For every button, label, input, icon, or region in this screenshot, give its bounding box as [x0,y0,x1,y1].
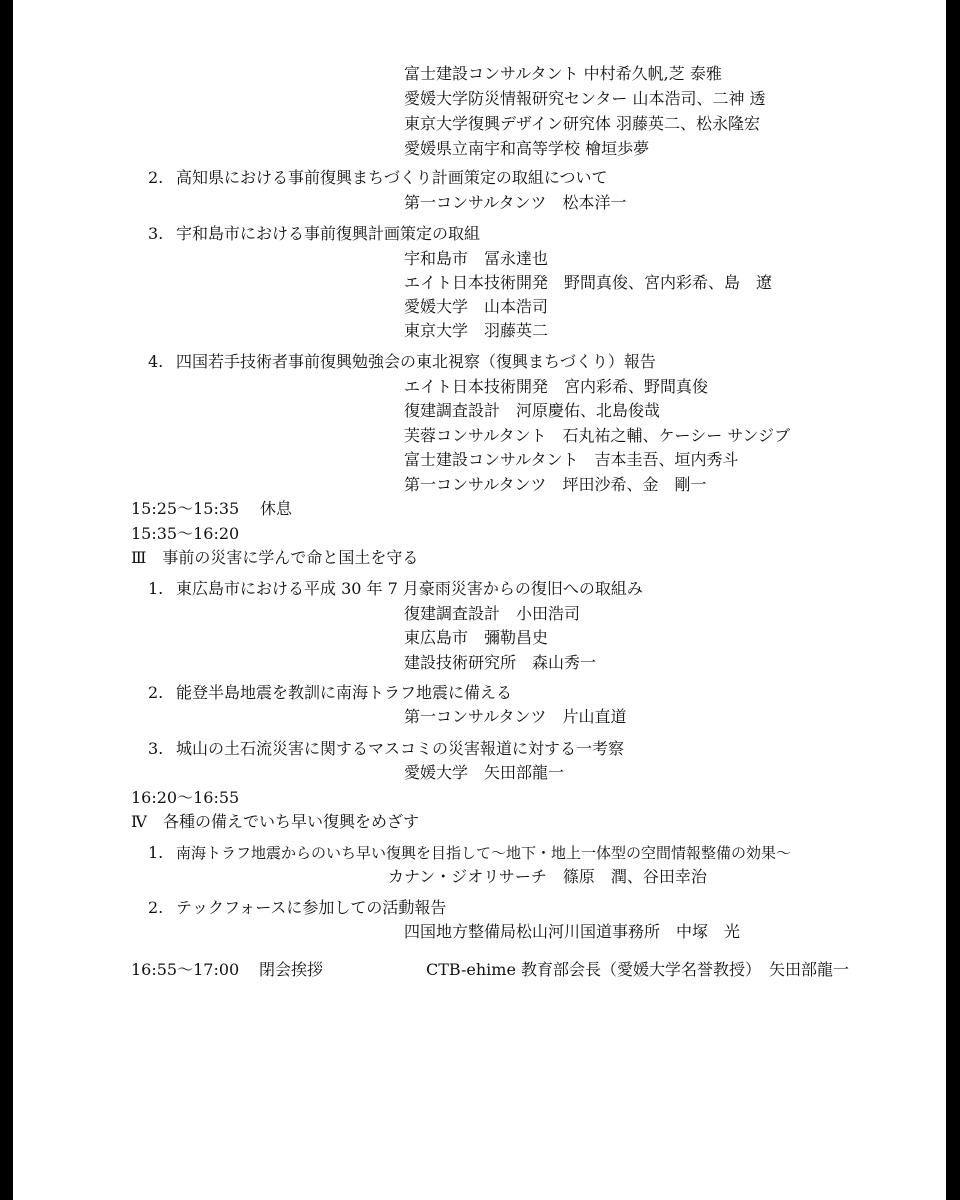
item-title: 宇和島市における事前復興計画策定の取組 [176,224,481,243]
affiliation-line: エイト日本技術開発 野間真俊、宮内彩希、島 遼 [404,273,773,292]
item-number: 2. [148,168,164,187]
item-number: 1. [148,579,164,598]
affiliation-line: カナン・ジオリサーチ 篠原 潤、谷田幸治 [388,867,707,886]
affiliation-line: 愛媛大学防災情報研究センター 山本浩司、二神 透 [404,89,766,108]
affiliation-line: 復建調査設計 小田浩司 [404,604,581,623]
item-number: 1. [148,843,164,862]
time-slot: 16:55～17:00 [131,960,240,979]
affiliation-line: 東広島市 彌勒昌史 [404,628,549,647]
affiliation-line: 第一コンサルタンツ 片山直道 [404,707,627,726]
time-slot: 16:20～16:55 [131,788,240,807]
affiliation-line: 愛媛県立南宇和高等学校 檜垣歩夢 [404,139,650,158]
affiliation-line: 東京大学 羽藤英二 [404,321,549,340]
item-number: 3. [148,224,164,243]
affiliation-line: 復建調査設計 河原慶佑、北島俊哉 [404,401,661,420]
item-number: 3. [148,739,164,758]
item-title: 城山の土石流災害に関するマスコミの災害報道に対する一考察 [176,739,625,758]
affiliation-line: 第一コンサルタンツ 松本洋一 [404,193,627,212]
affiliation-line: 建設技術研究所 森山秀一 [404,653,597,672]
affiliation-line: 愛媛大学 矢田部龍一 [404,763,565,782]
document-page [13,0,946,1200]
item-title: 高知県における事前復興まちづくり計画策定の取組について [176,168,608,187]
closing-speaker: CTB-ehime 教育部会長（愛媛大学名誉教授） 矢田部龍一 [426,960,849,979]
item-number: 4. [148,352,164,371]
affiliation-line: 第一コンサルタンツ 坪田沙希、金 剛一 [404,475,707,494]
item-title: 南海トラフ地震からのいち早い復興を目指して～地下・地上一体型の空間情報整備の効果～ [176,844,792,862]
section-heading: Ⅲ 事前の災害に学んで命と国土を守る [131,548,419,567]
affiliation-line: 富士建設コンサルタント 吉本圭吾、垣内秀斗 [404,450,739,469]
break-label: 休息 [260,499,293,518]
section-heading: Ⅳ 各種の備えでいち早い復興をめざす [131,812,419,831]
affiliation-line: 芙蓉コンサルタント 石丸祐之輔、ケーシー サンジブ [404,426,791,445]
item-title: 能登半島地震を教訓に南海トラフ地震に備える [176,683,513,702]
affiliation-line: 宇和島市 冨永達也 [404,249,549,268]
item-title: 四国若手技術者事前復興勉強会の東北視察（復興まちづくり）報告 [176,352,656,371]
affiliation-line: 富士建設コンサルタント 中村希久帆,芝 泰雅 [404,64,722,83]
affiliation-line: 愛媛大学 山本浩司 [404,297,549,316]
time-slot: 15:35～16:20 [131,524,240,543]
item-number: 2. [148,683,164,702]
time-slot: 15:25～15:35 [131,499,240,518]
affiliation-line: 東京大学復興デザイン研究体 羽藤英二、松永隆宏 [404,114,760,133]
item-title: テックフォースに参加しての活動報告 [176,898,447,917]
item-title: 東広島市における平成 30 年 7 月豪雨災害からの復旧への取組み [176,579,643,598]
closing-label: 閉会挨拶 [259,960,324,979]
affiliation-line: エイト日本技術開発 宮内彩希、野間真俊 [404,377,709,396]
item-number: 2. [148,898,164,917]
affiliation-line: 四国地方整備局松山河川国道事務所 中塚 光 [404,922,741,941]
